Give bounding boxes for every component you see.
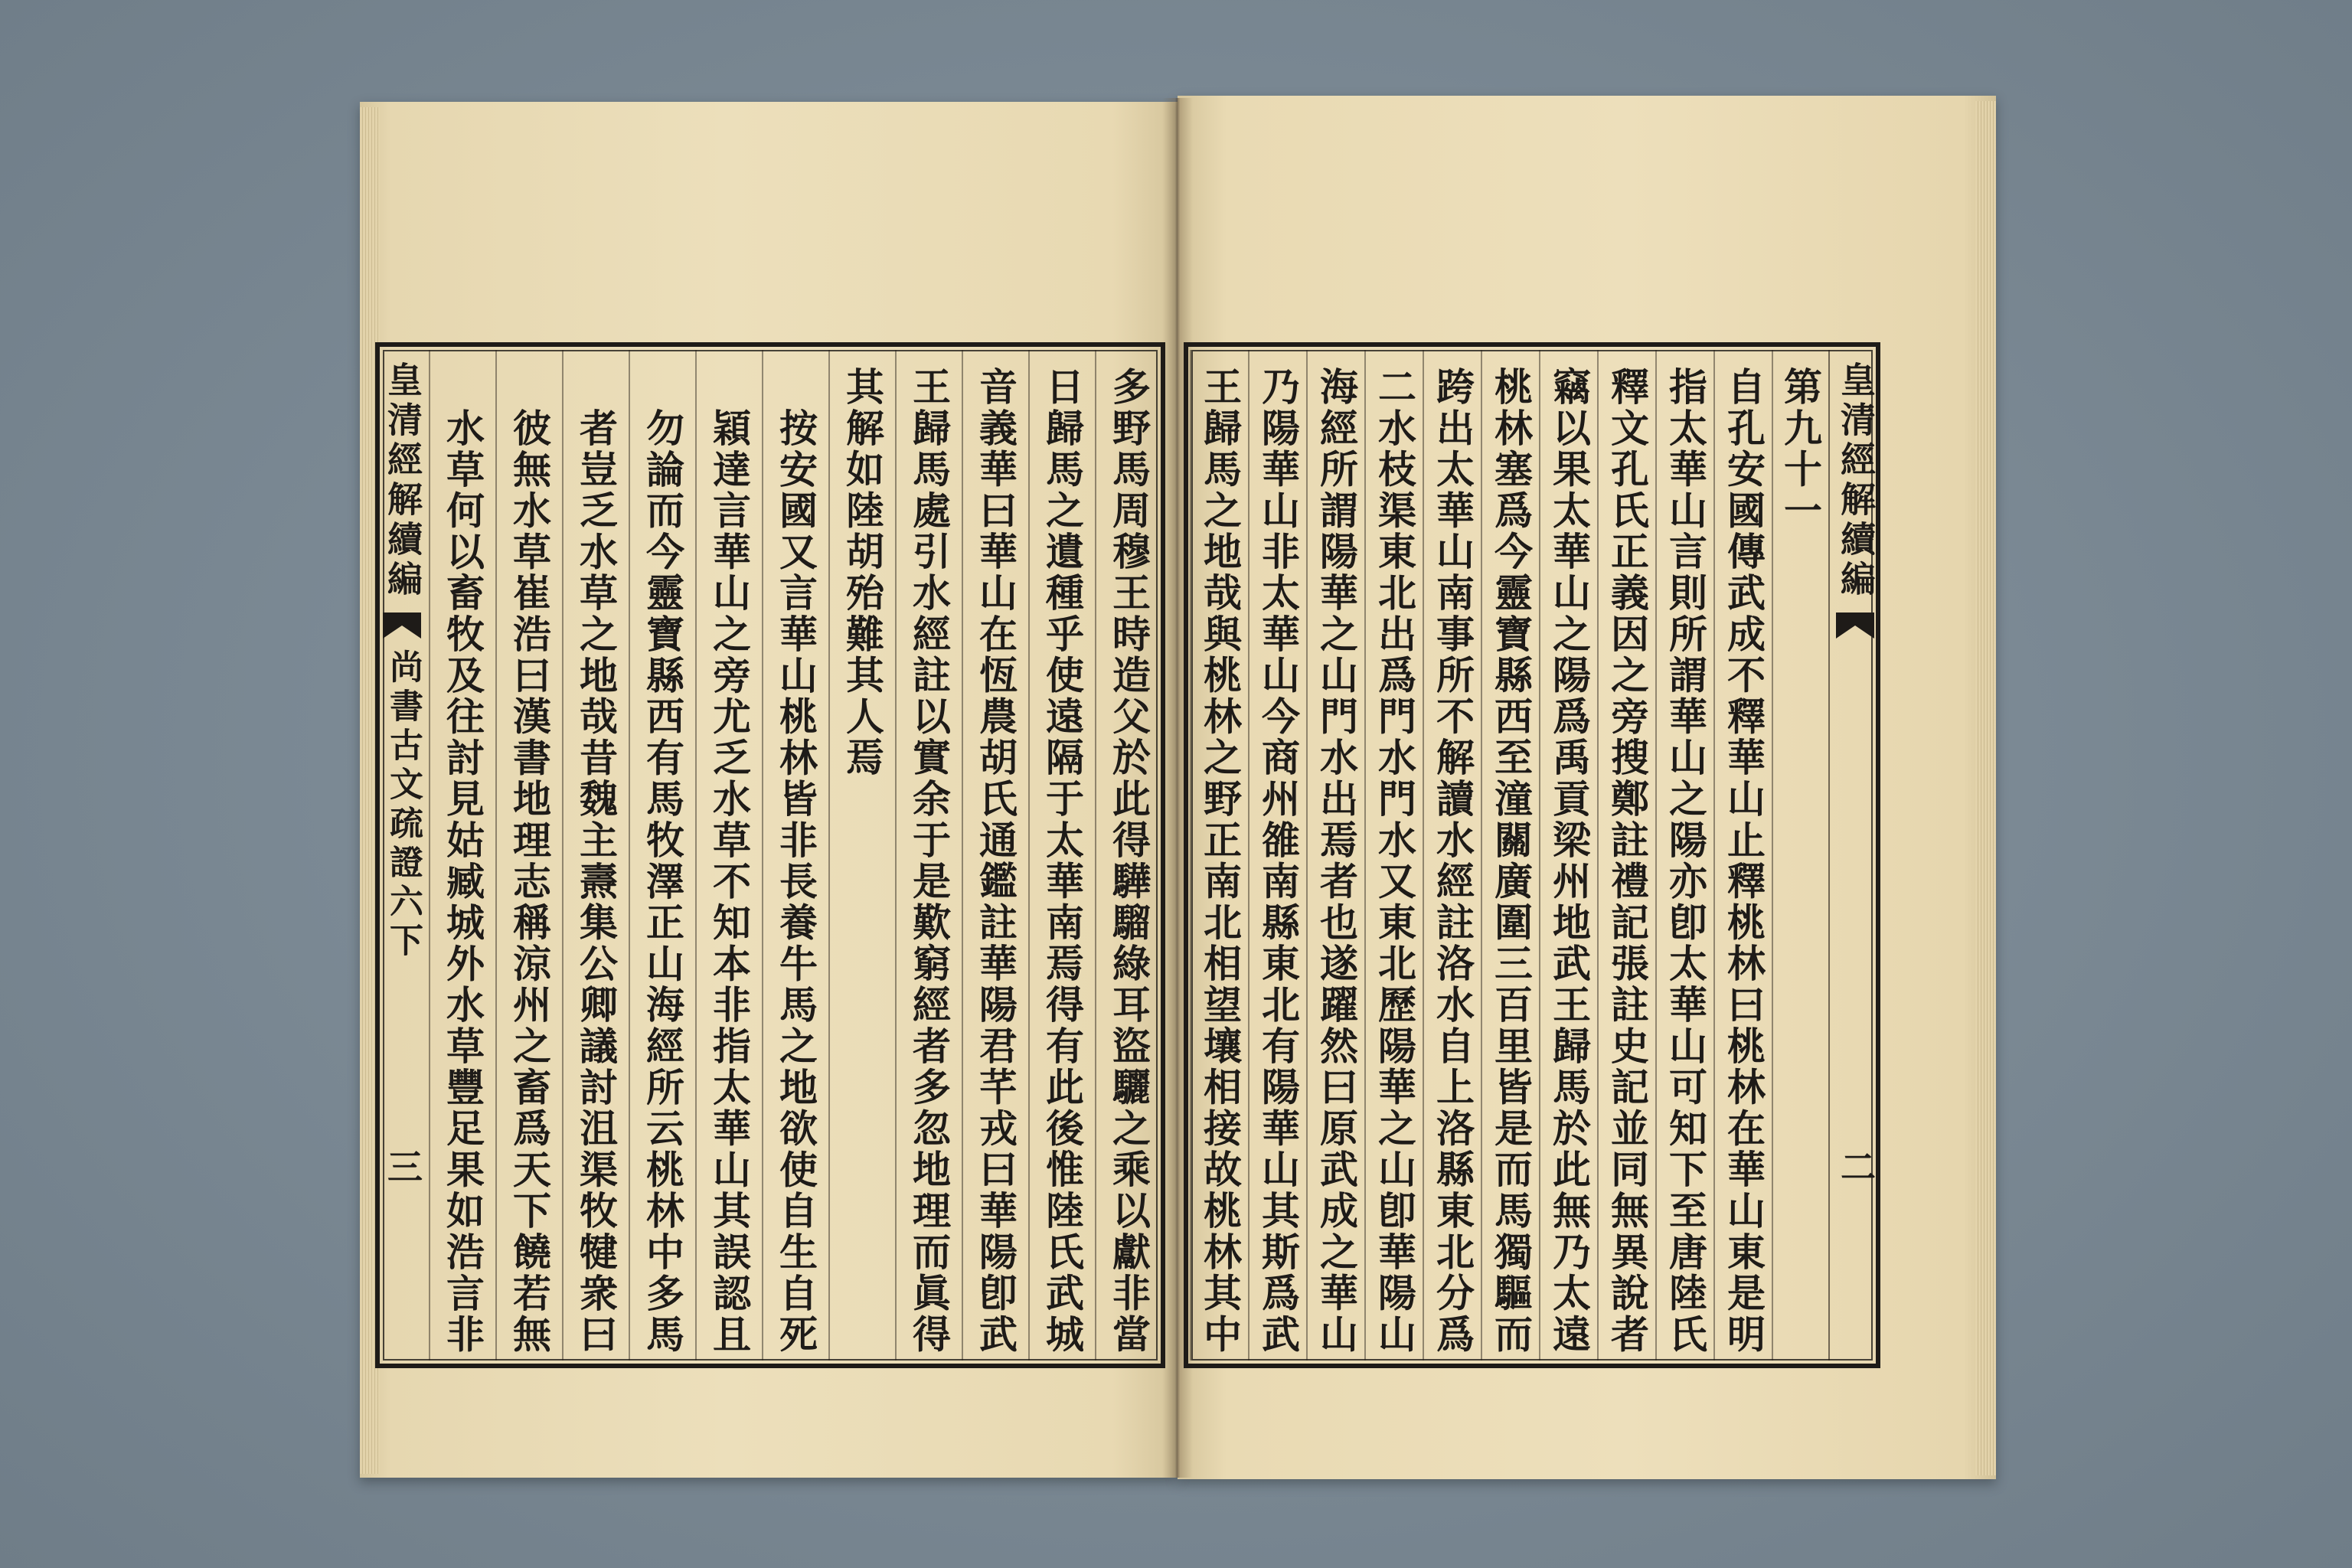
right-column-4: 釋文孔氏正義因之旁搜鄭註禮記張註史記並同無異說者 [1597, 350, 1655, 1361]
left-column-11: 水草何以畜牧及往討見姑臧城外水草豐足果如浩言非 [429, 350, 495, 1361]
right-column-9: 海經所謂陽華之山門水出焉者也遂躍然曰原武成之華山 [1306, 350, 1364, 1361]
left-column-6: 按安國又言華山桃林皆非長養牛馬之地欲使自生自死 [762, 350, 828, 1361]
right-banxin-title: 皇清經解續編 [1835, 361, 1877, 600]
right-column-10: 乃陽華山非太華山今商州雒南縣東北有陽華山其斯爲武 [1248, 350, 1306, 1361]
right-column-11: 王歸馬之地哉與桃林之野正南北相望壤相接故桃林其中 [1190, 350, 1248, 1361]
left-banxin-subtitle: 尚書古文疏證六下 [384, 649, 423, 962]
left-column-7: 穎達言華山之旁尤乏水草不知本非指太華山其誤認且 [695, 350, 762, 1361]
left-column-1: 多野馬周穆王時造父於此得驊騮綠耳盜驪之乘以獻非當 [1095, 350, 1161, 1361]
left-column-10: 彼無水草崔浩曰漢書地理志稱涼州之畜爲天下饒若無 [495, 350, 562, 1361]
right-page-edges [1975, 101, 1996, 1475]
left-column-3: 音義華曰華山在恆農胡氏通鑑註華陽君芊戎曰華陽卽武 [962, 350, 1028, 1361]
right-column-5: 竊以果太華山之陽爲禹貢梁州地武王歸馬於此無乃太遠 [1539, 350, 1597, 1361]
right-column-1: 第九十一 [1772, 350, 1830, 1361]
right-column-7: 跨出太華山南事所不解讀水經註洛水自上洛縣東北分爲 [1423, 350, 1481, 1361]
left-column-2: 日歸馬之遺種乎使遠隔于太華南焉得有此後惟陸氏武城 [1028, 350, 1095, 1361]
right-page-number: 二 [1835, 1148, 1877, 1184]
left-column-4: 王歸馬處引水經註以實余于是歎窮經者多忽地理而眞得 [895, 350, 962, 1361]
left-column-5: 其解如陸胡殆難其人焉 [828, 350, 895, 1361]
right-column-3: 指太華山言則所謂華山之陽亦卽太華山可知下至唐陸氏 [1655, 350, 1713, 1361]
left-banxin-title: 皇清經解續編 [382, 361, 423, 600]
left-column-8: 勿論而今靈寶縣西有馬牧澤正山海經所云桃林中多馬 [629, 350, 695, 1361]
right-column-6: 桃林塞爲今靈寶縣西至潼關廣圍三百里皆是而馬獨驅而 [1481, 350, 1539, 1361]
right-column-2: 自孔安國傳武成不釋華山止釋桃林曰桃林在華山東是明 [1713, 350, 1772, 1361]
left-page-number: 三 [382, 1148, 423, 1184]
left-column-9: 者豈乏水草之地哉昔魏主燾集公卿議討沮渠牧犍衆曰 [562, 350, 629, 1361]
right-column-8: 二水枝渠東北出爲門水門水又東北歷陽華之山卽華陽山 [1364, 350, 1423, 1361]
